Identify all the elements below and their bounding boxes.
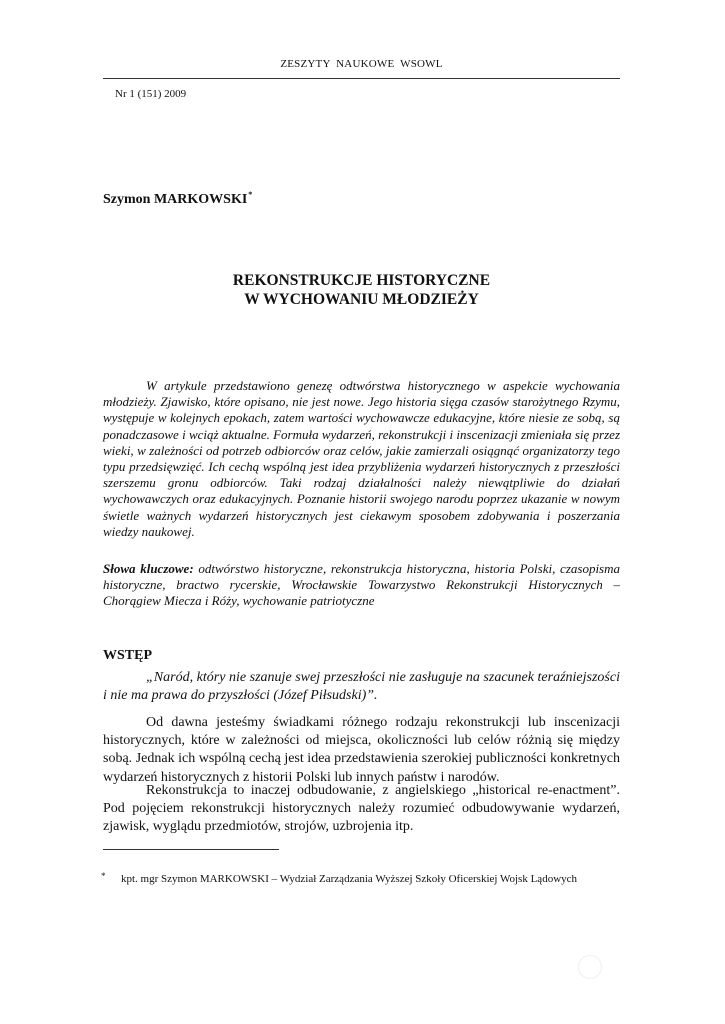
body-paragraph: Rekonstrukcja to inaczej odbudowanie, z angielskiego „historical re-enactment”. Pod pojęciem rekonstrukcji historycznych należy rozumieć odbudowywanie wydarzeń, zjawisk, wyglądu przedmiotów, strojów, uzbrojenia itp. — [103, 783, 620, 835]
footnote-marker: * — [101, 871, 106, 881]
article-title — [103, 271, 620, 309]
section-heading: WSTĘP — [103, 648, 153, 663]
issue-number: Nr 1 (151) 2009 — [115, 88, 187, 100]
keywords — [103, 561, 620, 610]
keywords-text: odtwórstwo historyczne, rekonstrukcja historyczna, historia Polski, czasopisma historyczne, bractwo rycerskie, Wrocławskie Towarzystwo Rekonstrukcji Historycznych – Chorągiew Miecza i Róży, wychowanie patriotyczne — [103, 561, 620, 609]
body-paragraph: Od dawna jesteśmy świadkami różnego rodzaju rekonstrukcji lub inscenizacji historycznych, które w zależności od miejsca, okoliczności lub celów różnią się między sobą. Jednak ich wspólną cechą jest idea przedstawienia szerokiej publiczności konkretnych wydarzeń historycznych z historii Polski lub innych państw i narodów. — [103, 715, 620, 785]
footnote-rule — [103, 849, 279, 850]
journal-title: ZESZYTY NAUKOWE WSOWL — [280, 58, 443, 70]
author-footnote-marker: * — [248, 190, 253, 199]
header-rule — [103, 78, 620, 79]
author-name: Szymon MARKOWSKI — [103, 192, 248, 207]
watermark-seal-icon — [578, 955, 602, 979]
keywords-label: Słowa kluczowe: — [103, 561, 194, 576]
epigraph-quote: „Naród, który nie szanuje swej przeszłości nie zasługuje na szacunek teraźniejszości i nie ma prawa do przyszłości (Józef Piłsudski)”. — [103, 670, 620, 704]
article-title-line-1: REKONSTRUKCJE HISTORYCZNE — [232, 272, 491, 289]
author-line — [103, 190, 252, 208]
abstract: W artykule przedstawiono genezę odtwórstwa historycznego w aspekcie wychowania młodzieży. Zjawisko, które opisano, nie jest nowe. Jego historia sięga czasów starożytnego Rzymu, występuje w kolejnych epokach, zatem wartości wychowawcze edukacyjne, które niesie ze sobą, są ponadczasowe i wciąż aktualne. Formuła wydarzeń, rekonstrukcji i inscenizacji zmieniała się przez wieki, w zależności od potrzeb odbiorców oraz celów, jakie zamierzali osiągnąć organizatorzy tego typu przedsięwzięć. Ich cechą wspólną jest idea przybliżenia wydarzeń historycznych z przeszłości szerszemu gronu odbiorców. Taki rodzaj działalności należy niewątpliwie do działań wychowawczych oraz edukacyjnych. Poznanie historii swojego narodu poprzez ukazanie w nowym świetle ważnych wydarzeń historycznych jest ciekawym sposobem zdobywania i poszerzania wiedzy naukowej. — [103, 378, 620, 539]
article-title-line-2: W WYCHOWANIU MŁODZIEŻY — [244, 291, 479, 308]
footnote — [103, 872, 620, 887]
footnote-text: kpt. mgr Szymon MARKOWSKI – Wydział Zarządzania Wyższej Szkoły Oficerskiej Wojsk Lądowych — [121, 873, 578, 885]
